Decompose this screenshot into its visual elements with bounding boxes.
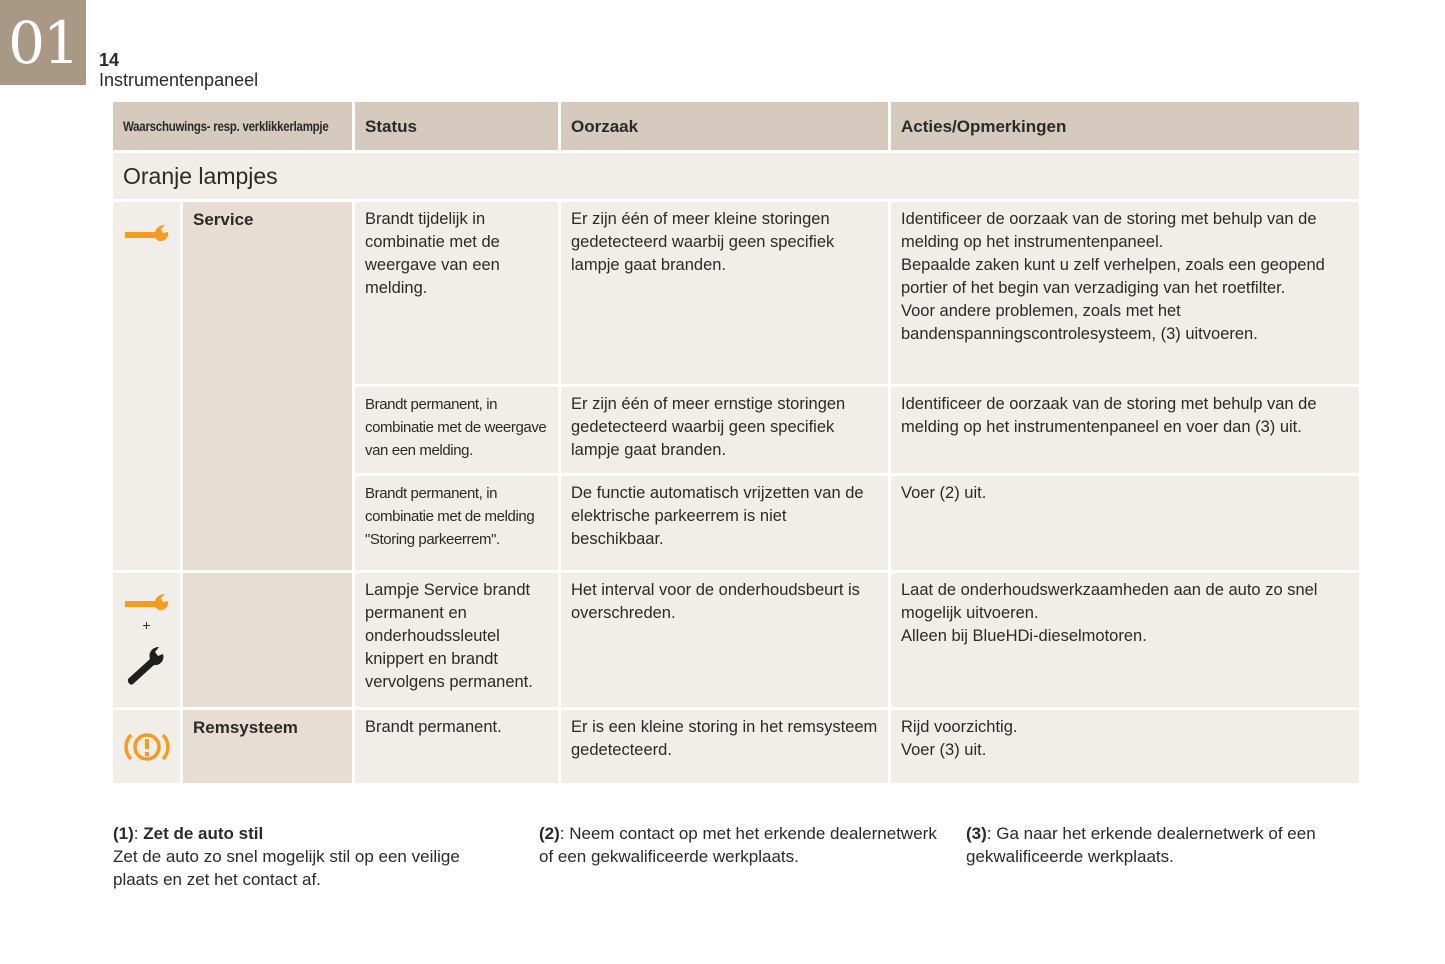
brake-warning-icon [123, 729, 171, 765]
cause-cell: Het interval voor de onderhoudsbeurt is overschreden. [561, 573, 888, 707]
lamp-name-empty [183, 573, 352, 707]
action-line: Voer (2) uit. [901, 484, 987, 502]
footnote-text: Neem contact op met het erkende dealernetwerk of een gekwalificeerde werkplaats. [539, 824, 937, 866]
plus-sign: + [142, 617, 151, 633]
brake-icon-cell [113, 710, 180, 783]
actions-cell [891, 710, 1359, 783]
column-header-actions: Acties/Opmerkingen [891, 102, 1359, 150]
actions-cell [891, 573, 1359, 707]
footnote-title: Zet de auto stil [143, 824, 264, 843]
status-cell: Lampje Service brandt permanent en onderhoudssleutel knippert en brandt vervolgens permanent. [355, 573, 558, 707]
action-line: Voor andere problemen, zoals met het bandenspanningscontrolesysteem, (3) uitvoeren. [901, 302, 1258, 343]
cause-cell: Er zijn één of meer ernstige storingen gedetecteerd waarbij geen specifiek lampje gaat branden. [561, 387, 888, 473]
action-line: Bepaalde zaken kunt u zelf verhelpen, zoals een geopend portier of het begin van verzadiging van het roetfilter. [901, 256, 1325, 297]
column-header-lamp: Waarschuwings- resp. verklikkerlampje [113, 102, 352, 150]
footnote-ref: (1) [113, 824, 134, 843]
actions-cell [891, 476, 1359, 570]
column-header-status: Status [355, 102, 558, 150]
lamp-name-remsysteem: Remsysteem [183, 710, 352, 783]
footnote-ref: (3) [966, 824, 987, 843]
action-line: Rijd voorzichtig. [901, 718, 1018, 736]
orange-wrench-icon [123, 593, 171, 615]
action-line: Laat de onderhoudswerkzaamheden aan de auto zo snel mogelijk uitvoeren. [901, 581, 1318, 622]
footnote-text: Ga naar het erkende dealernetwerk of een gekwalificeerde werkplaats. [966, 824, 1316, 866]
black-wrench-icon [124, 645, 170, 685]
chapter-tab: 01 [0, 0, 86, 85]
footnote-3: (3): Ga naar het erkende dealernetwerk of een gekwalificeerde werkplaats. [966, 824, 1316, 866]
footnote-1: (1): Zet de auto stil Zet de auto zo snel mogelijk stil op een veilige plaats en zet het contact af. [113, 824, 460, 889]
service-key-icon-cell [113, 573, 180, 707]
footnote-text: Zet de auto zo snel mogelijk stil op een veilige plaats en zet het contact af. [113, 847, 460, 889]
cause-cell: De functie automatisch vrijzetten van de elektrische parkeerrem is niet beschikbaar. [561, 476, 888, 570]
cause-cell: Er zijn één of meer kleine storingen gedetecteerd waarbij geen specifiek lampje gaat branden. [561, 202, 888, 384]
status-cell: Brandt permanent, in combinatie met de weergave van een melding. [355, 387, 558, 473]
actions-cell [891, 387, 1359, 473]
action-line: Voer (3) uit. [901, 741, 987, 759]
footnote-ref: (2) [539, 824, 560, 843]
section-title: Instrumentenpaneel [99, 70, 259, 90]
lamp-name-service: Service [183, 202, 352, 570]
status-cell: Brandt tijdelijk in combinatie met de weergave van een melding. [355, 202, 558, 384]
action-line: Identificeer de oorzaak van de storing met behulp van de melding op het instrumentenpaneel en voer dan (3) uit. [901, 395, 1317, 436]
status-cell: Brandt permanent, in combinatie met de melding "Storing parkeerrem". [355, 476, 558, 570]
action-line: Identificeer de oorzaak van de storing met behulp van de melding op het instrumentenpaneel. [901, 210, 1317, 251]
status-cell: Brandt permanent. [355, 710, 558, 783]
service-icon-cell [113, 202, 180, 570]
action-line: Alleen bij BlueHDi-dieselmotoren. [901, 627, 1147, 645]
column-header-cause: Oorzaak [561, 102, 888, 150]
cause-cell: Er is een kleine storing in het remsysteem gedetecteerd. [561, 710, 888, 783]
page-number: 14 [99, 50, 120, 70]
actions-cell [891, 202, 1359, 384]
footnote-2: (2): Neem contact op met het erkende dealernetwerk of een gekwalificeerde werkplaats. [539, 824, 937, 866]
section-label: Oranje lampjes [113, 153, 1359, 199]
orange-wrench-icon [123, 224, 171, 246]
